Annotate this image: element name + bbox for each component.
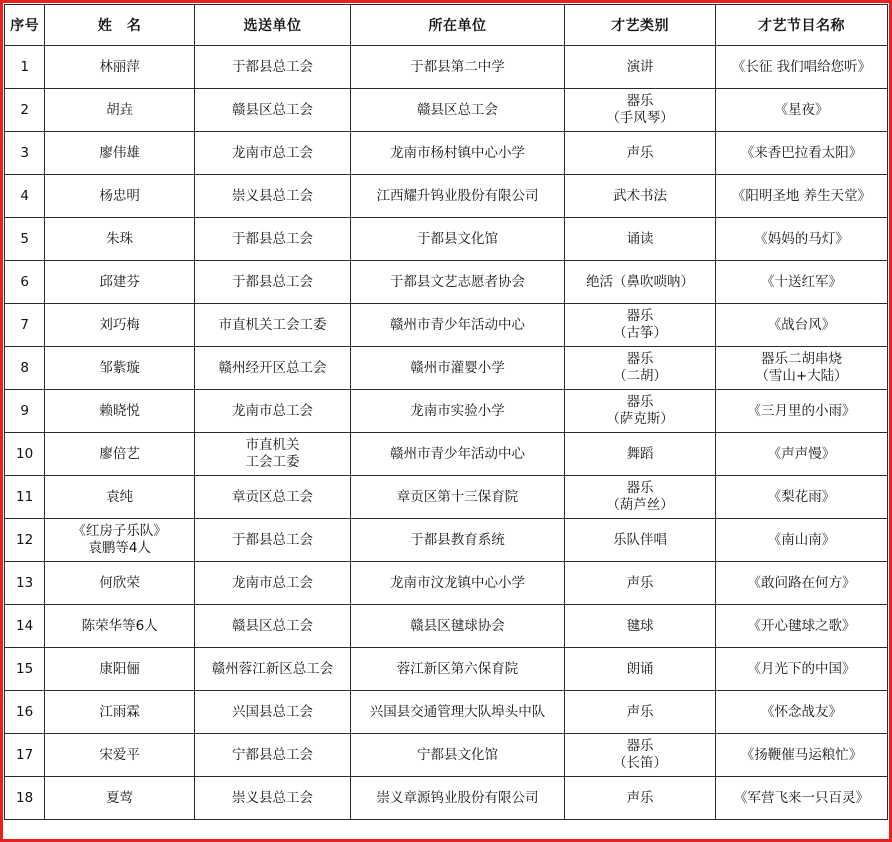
table-row [5,175,888,218]
cell-unit-line: 赣县区毽球协会 [410,617,505,634]
cell-program-line: 《来香巴拉看太阳》 [740,144,863,161]
cell-unit-line: 龙南市实验小学 [410,402,505,419]
cell-name-line: 江雨霖 [99,703,140,720]
cell-no: 5 [5,218,45,261]
cell-sender-line: 章贡区总工会 [232,488,313,505]
cell-category [565,476,716,519]
cell-no: 2 [5,89,45,132]
cell-program-line: 《妈妈的马灯》 [754,230,849,247]
cell-no: 6 [5,261,45,304]
cell-no: 10 [5,433,45,476]
table-row [5,89,888,132]
cell-no: 12 [5,519,45,562]
cell-program [715,218,887,261]
cell-name [45,175,195,218]
cell-unit-line: 龙南市汶龙镇中心小学 [390,574,526,591]
cell-no: 8 [5,347,45,390]
cell-sender [195,89,351,132]
cell-program-line: 《军营飞来一只百灵》 [733,789,869,806]
cell-program-line: 《阳明圣地 养生天堂》 [731,187,872,204]
cell-name-line: 赖晓悦 [99,402,140,419]
cell-category [565,777,716,820]
cell-unit-line: 兴国县交通管理大队埠头中队 [369,703,546,720]
cell-category-line: 乐队伴唱 [613,531,668,548]
cell-sender-line: 崇义县总工会 [232,187,313,204]
table-row [5,218,888,261]
cell-name [45,691,195,734]
cell-sender [195,734,351,777]
cell-category-line: 声乐 [626,789,654,806]
cell-sender [195,347,351,390]
cell-name [45,777,195,820]
cell-program [715,89,887,132]
cell-name-line: 邱建芬 [99,273,140,290]
cell-name-line: 《红房子乐队》 [72,523,167,539]
cell-unit [350,476,564,519]
cell-category [565,648,716,691]
cell-program-line: 《开心毽球之歌》 [747,617,856,634]
cell-sender [195,433,351,476]
cell-category-line: 舞蹈 [626,445,654,462]
cell-name [45,390,195,433]
cell-unit [350,347,564,390]
cell-name [45,218,195,261]
cell-name-line: 陈荣华等6人 [81,617,158,634]
cell-sender-line: 龙南市总工会 [232,574,313,591]
cell-name [45,519,195,562]
cell-program [715,132,887,175]
cell-no: 9 [5,390,45,433]
cell-category-line: 毽球 [626,617,654,634]
cell-no: 17 [5,734,45,777]
cell-category-line: 武术书法 [613,187,668,204]
cell-unit [350,691,564,734]
cell-sender [195,218,351,261]
cell-no: 3 [5,132,45,175]
cell-category-line: 声乐 [626,144,654,161]
cell-unit-line: 赣州市青少年活动中心 [390,445,526,462]
cell-program [715,648,887,691]
cell-program [715,175,887,218]
cell-category-line: （古筝） [613,325,668,341]
cell-sender-line: 于都县总工会 [232,230,313,247]
cell-name-line: 杨忠明 [99,187,140,204]
cell-name-line: 朱珠 [106,230,134,247]
cell-unit [350,777,564,820]
cell-category [565,218,716,261]
cell-program [715,261,887,304]
cell-no: 1 [5,46,45,89]
cell-sender-line: 市直机关工会工委 [218,316,327,333]
header-sender: 选送单位 [195,5,351,46]
cell-no: 16 [5,691,45,734]
cell-sender-line: 于都县总工会 [232,273,313,290]
cell-program-line: 《战台风》 [767,316,836,333]
cell-unit-line: 赣州市灌婴小学 [410,359,505,376]
cell-name-line: 康阳俪 [99,660,140,677]
cell-program-line: 器乐二胡串烧 [760,351,842,367]
cell-unit [350,562,564,605]
cell-program [715,562,887,605]
table-row [5,648,888,691]
cell-category [565,46,716,89]
cell-unit [350,89,564,132]
cell-sender [195,648,351,691]
cell-category-line: 声乐 [626,574,654,591]
cell-program-line: 《敢问路在何方》 [747,574,856,591]
cell-sender [195,175,351,218]
cell-unit-line: 赣县区总工会 [417,101,499,118]
cell-name-line: 袁鹏等4人 [88,540,151,556]
table-row [5,46,888,89]
cell-program [715,691,887,734]
cell-unit [350,46,564,89]
cell-category-line: 器乐 [626,308,654,324]
cell-unit-line: 于都县文艺志愿者协会 [390,273,526,290]
performer-table [4,4,888,820]
cell-name-line: 刘巧梅 [99,316,140,333]
cell-unit-line: 宁都县文化馆 [417,746,499,763]
cell-name-line: 何欣荣 [99,574,140,591]
cell-program-line: 《长征 我们唱给您听》 [731,58,872,75]
cell-category [565,691,716,734]
cell-unit [350,433,564,476]
cell-name [45,46,195,89]
cell-sender [195,562,351,605]
cell-unit-line: 蓉江新区第六保育院 [396,660,519,677]
cell-no: 7 [5,304,45,347]
cell-sender-line: 龙南市总工会 [232,144,313,161]
cell-program [715,734,887,777]
cell-program-line: 《三月里的小雨》 [747,402,856,419]
cell-category [565,605,716,648]
table-row [5,691,888,734]
cell-name [45,734,195,777]
cell-sender [195,261,351,304]
header-no: 序号 [5,5,45,46]
header-unit: 所在单位 [350,5,564,46]
cell-category-line: 器乐 [626,480,654,496]
cell-program [715,519,887,562]
header-row [5,5,888,46]
cell-name [45,261,195,304]
cell-program-line: 《梨花雨》 [767,488,836,505]
cell-program [715,476,887,519]
cell-sender-line: 工会工委 [245,454,300,470]
table-body [5,46,888,820]
header-name: 姓 名 [45,5,195,46]
header-category: 才艺类别 [565,5,716,46]
cell-unit-line: 于都县第二中学 [410,58,505,75]
cell-category-line: 朗诵 [626,660,654,677]
cell-category-line: 绝活（鼻吹唢呐） [586,273,695,290]
cell-name [45,476,195,519]
cell-category [565,304,716,347]
cell-name [45,347,195,390]
cell-sender-line: 市直机关 [245,437,300,453]
table-row [5,390,888,433]
cell-sender-line: 赣县区总工会 [232,617,313,634]
cell-name-line: 宋爱平 [99,746,140,763]
cell-sender [195,46,351,89]
cell-name [45,304,195,347]
cell-program-line: 《怀念战友》 [760,703,842,720]
cell-unit-line: 江西耀升钨业股份有限公司 [376,187,539,204]
cell-name-line: 夏莺 [106,789,134,806]
table-row [5,734,888,777]
cell-program [715,46,887,89]
cell-unit-line: 赣州市青少年活动中心 [390,316,526,333]
table-row [5,519,888,562]
cell-program-line: 《南山南》 [767,531,836,548]
cell-name [45,648,195,691]
cell-unit [350,648,564,691]
header-program: 才艺节目名称 [715,5,887,46]
cell-category [565,519,716,562]
cell-unit [350,734,564,777]
cell-category [565,175,716,218]
table-row [5,605,888,648]
cell-name [45,132,195,175]
cell-sender-line: 龙南市总工会 [232,402,313,419]
cell-name [45,89,195,132]
cell-sender-line: 于都县总工会 [232,58,313,75]
cell-sender-line: 赣州经开区总工会 [218,359,327,376]
cell-category [565,89,716,132]
cell-category [565,132,716,175]
cell-category-line: 诵读 [626,230,654,247]
cell-name-line: 林丽萍 [99,58,140,75]
cell-category-line: 器乐 [626,394,654,410]
cell-program-line: 《月光下的中国》 [747,660,856,677]
cell-unit [350,304,564,347]
cell-unit-line: 崇义章源钨业股份有限公司 [376,789,539,806]
cell-no: 13 [5,562,45,605]
cell-sender [195,304,351,347]
cell-name-line: 邹紫璇 [99,359,140,376]
cell-program [715,347,887,390]
cell-name-line: 袁纯 [106,488,134,505]
cell-sender-line: 宁都县总工会 [232,746,313,763]
table-row [5,304,888,347]
cell-sender [195,605,351,648]
cell-no: 4 [5,175,45,218]
cell-category [565,734,716,777]
cell-program-line: 《扬鞭催马运粮忙》 [740,746,863,763]
cell-program-line: （雪山+大陆） [755,368,848,384]
cell-category [565,347,716,390]
cell-unit [350,605,564,648]
cell-name-line: 胡垚 [106,101,134,118]
table-row [5,562,888,605]
cell-category-line: 演讲 [626,58,654,75]
cell-unit-line: 章贡区第十三保育院 [396,488,519,505]
cell-name [45,605,195,648]
cell-no: 11 [5,476,45,519]
cell-category [565,390,716,433]
cell-category-line: 器乐 [626,351,654,367]
table-row [5,433,888,476]
table-row [5,777,888,820]
cell-sender [195,390,351,433]
cell-sender-line: 崇义县总工会 [232,789,313,806]
cell-category-line: （葫芦丝） [606,497,674,513]
cell-category-line: 声乐 [626,703,654,720]
cell-no: 14 [5,605,45,648]
cell-category-line: （萨克斯） [606,411,674,427]
cell-category-line: （手风琴） [606,110,674,126]
cell-category-line: （二胡） [613,368,668,384]
cell-no: 18 [5,777,45,820]
cell-unit-line: 龙南市杨村镇中心小学 [390,144,526,161]
cell-program [715,304,887,347]
cell-program [715,390,887,433]
cell-name [45,562,195,605]
cell-category [565,562,716,605]
cell-sender [195,476,351,519]
cell-name-line: 廖伟雄 [99,144,140,161]
cell-category [565,261,716,304]
cell-unit-line: 于都县文化馆 [417,230,499,247]
cell-sender [195,132,351,175]
cell-unit-line: 于都县教育系统 [410,531,505,548]
cell-category-line: 器乐 [626,93,654,109]
cell-sender [195,691,351,734]
cell-name [45,433,195,476]
cell-category-line: （长笛） [613,755,668,771]
cell-unit [350,519,564,562]
table-row [5,347,888,390]
cell-no: 15 [5,648,45,691]
cell-sender-line: 于都县总工会 [232,531,313,548]
cell-program-line: 《十送红军》 [760,273,842,290]
cell-unit [350,132,564,175]
cell-sender-line: 赣县区总工会 [232,101,313,118]
table-row [5,132,888,175]
cell-sender-line: 赣州蓉江新区总工会 [211,660,334,677]
cell-program [715,605,887,648]
cell-unit [350,218,564,261]
cell-unit [350,390,564,433]
cell-program-line: 《星夜》 [774,101,829,118]
cell-sender [195,519,351,562]
cell-name-line: 廖倍艺 [99,445,140,462]
cell-category-line: 器乐 [626,738,654,754]
cell-category [565,433,716,476]
cell-program [715,777,887,820]
table-row [5,261,888,304]
cell-sender [195,777,351,820]
cell-program [715,433,887,476]
cell-sender-line: 兴国县总工会 [232,703,313,720]
cell-unit [350,175,564,218]
cell-unit [350,261,564,304]
table-row [5,476,888,519]
cell-program-line: 《声声慢》 [767,445,836,462]
